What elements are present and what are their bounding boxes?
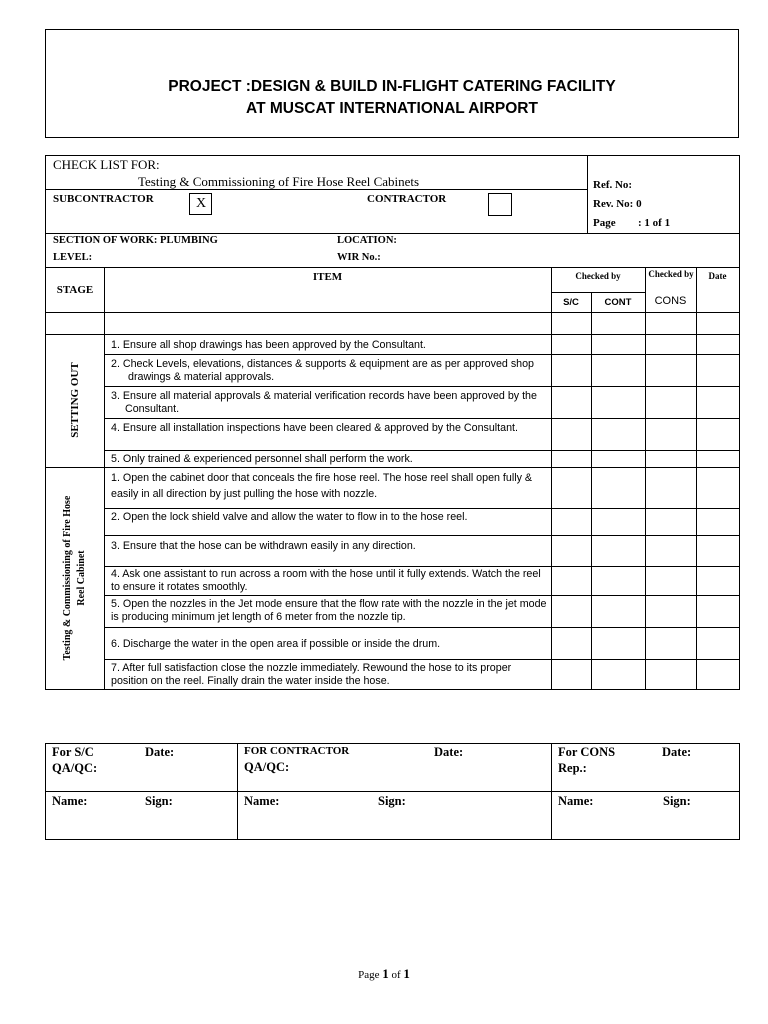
- contractor-checkbox[interactable]: [488, 193, 512, 216]
- column-cont: CONT: [604, 297, 632, 308]
- signoff-contractor-qaqc: QA/QC:: [244, 760, 290, 774]
- footer-page-total: 1: [403, 966, 410, 981]
- ref-no: Ref. No:: [593, 179, 633, 191]
- footer-of-word: of: [391, 969, 401, 981]
- location: LOCATION:: [337, 235, 397, 246]
- contractor-label: CONTRACTOR: [367, 193, 447, 205]
- signoff-cons-label: For CONS: [558, 745, 616, 759]
- testing-item-7: 7. After full satisfaction close the nozzle immediately. Rewound the hose to its proper position on the reel. Finally drain the water inside the hose.: [111, 662, 512, 687]
- testing-item-2: 2. Open the lock shield valve and allow the water to flow in to the hose reel.: [111, 511, 468, 523]
- subcontractor-mark: X: [196, 196, 207, 211]
- testing-item-4: 4. Ask one assistant to run across a room with the hose until it fully extends. Watch the reel to ensure it rotates smoothly.: [111, 568, 541, 593]
- testing-item-6: 6. Discharge the water in the open area if possible or inside the drum.: [111, 638, 441, 650]
- signoff-cons-name: Name:: [558, 794, 594, 808]
- project-title-line1: PROJECT :DESIGN & BUILD IN-FLIGHT CATERING FACILITY: [168, 78, 616, 95]
- setting-out-item-3: 3. Ensure all material approvals & material verification records have been approved by the Consultant.: [111, 390, 537, 415]
- setting-out-item-4: 4. Ensure all installation inspections have been cleared & approved by the Consultant.: [111, 422, 518, 434]
- signoff-cons-sign: Sign:: [663, 794, 691, 808]
- signoff-contractor-date: Date:: [434, 745, 464, 759]
- setting-out-item-5: 5. Only trained & experienced personnel shall perform the work.: [111, 453, 413, 465]
- signoff-sc-qaqc: QA/QC:: [52, 761, 98, 775]
- testing-item-3: 3. Ensure that the hose can be withdrawn easily in any direction.: [111, 540, 416, 552]
- setting-out-item-1: 1. Ensure all shop drawings has been approved by the Consultant.: [111, 339, 426, 351]
- stage-testing-line1: Testing & Commissioning of Fire Hose: [62, 495, 73, 661]
- signoff-cons-rep: Rep.:: [558, 761, 587, 775]
- signoff-sc-date: Date:: [145, 745, 175, 759]
- column-stage: STAGE: [56, 284, 94, 296]
- column-sc: S/C: [563, 297, 579, 308]
- footer-page-num: 1: [382, 966, 389, 981]
- check-list-label: CHECK LIST FOR:: [53, 157, 160, 172]
- signoff-cons-date: Date:: [662, 745, 692, 759]
- signoff-contractor-label: FOR CONTRACTOR: [244, 745, 350, 757]
- column-cons: CONS: [654, 295, 687, 307]
- testing-item-1: 1. Open the cabinet door that conceals the fire hose reel. The hose reel shall open fully & easily in all direction by just pulling the hose with nozzle.: [111, 472, 533, 500]
- signoff-sc-name: Name:: [52, 794, 88, 808]
- rev-no: Rev. No: 0: [593, 198, 642, 210]
- column-checked-by-cons: Checked by: [648, 269, 694, 279]
- footer-page-word: Page: [358, 969, 380, 981]
- page-label: Page: [593, 217, 616, 229]
- column-date: Date: [708, 271, 727, 281]
- page-footer: [0, 966, 768, 982]
- page-value: : 1 of 1: [638, 217, 671, 229]
- signoff-contractor-name: Name:: [244, 794, 280, 808]
- stage-testing: [61, 496, 89, 661]
- testing-item-5: 5. Open the nozzles in the Jet mode ensure that the flow rate with the nozzle in the jet mode is producing minimum jet length of 6 meter from the nozzle tip.: [111, 598, 547, 623]
- signoff-sc-label: For S/C: [52, 745, 94, 759]
- checklist-title: Testing & Commissioning of Fire Hose Reel Cabinets: [138, 174, 420, 189]
- column-checked-by: Checked by: [575, 271, 621, 281]
- stage-setting-out-label: SETTING OUT: [69, 362, 81, 438]
- wir-no: WIR No.:: [337, 252, 381, 263]
- signoff-sc-sign: Sign:: [145, 794, 173, 808]
- project-title-line2: AT MUSCAT INTERNATIONAL AIRPORT: [246, 100, 538, 117]
- level: LEVEL:: [53, 252, 93, 263]
- column-item: ITEM: [312, 271, 343, 283]
- subcontractor-checkbox[interactable]: [189, 193, 212, 215]
- setting-out-item-2: 2. Check Levels, elevations, distances & supports & equipment are as per approved shop drawings & material approvals.: [111, 358, 534, 383]
- stage-testing-line2: Reel Cabinet: [76, 550, 87, 606]
- subcontractor-label: SUBCONTRACTOR: [53, 193, 154, 205]
- signoff-contractor-sign: Sign:: [378, 794, 406, 808]
- stage-setting-out: [69, 362, 81, 438]
- section-of-work: SECTION OF WORK: PLUMBING: [53, 235, 218, 246]
